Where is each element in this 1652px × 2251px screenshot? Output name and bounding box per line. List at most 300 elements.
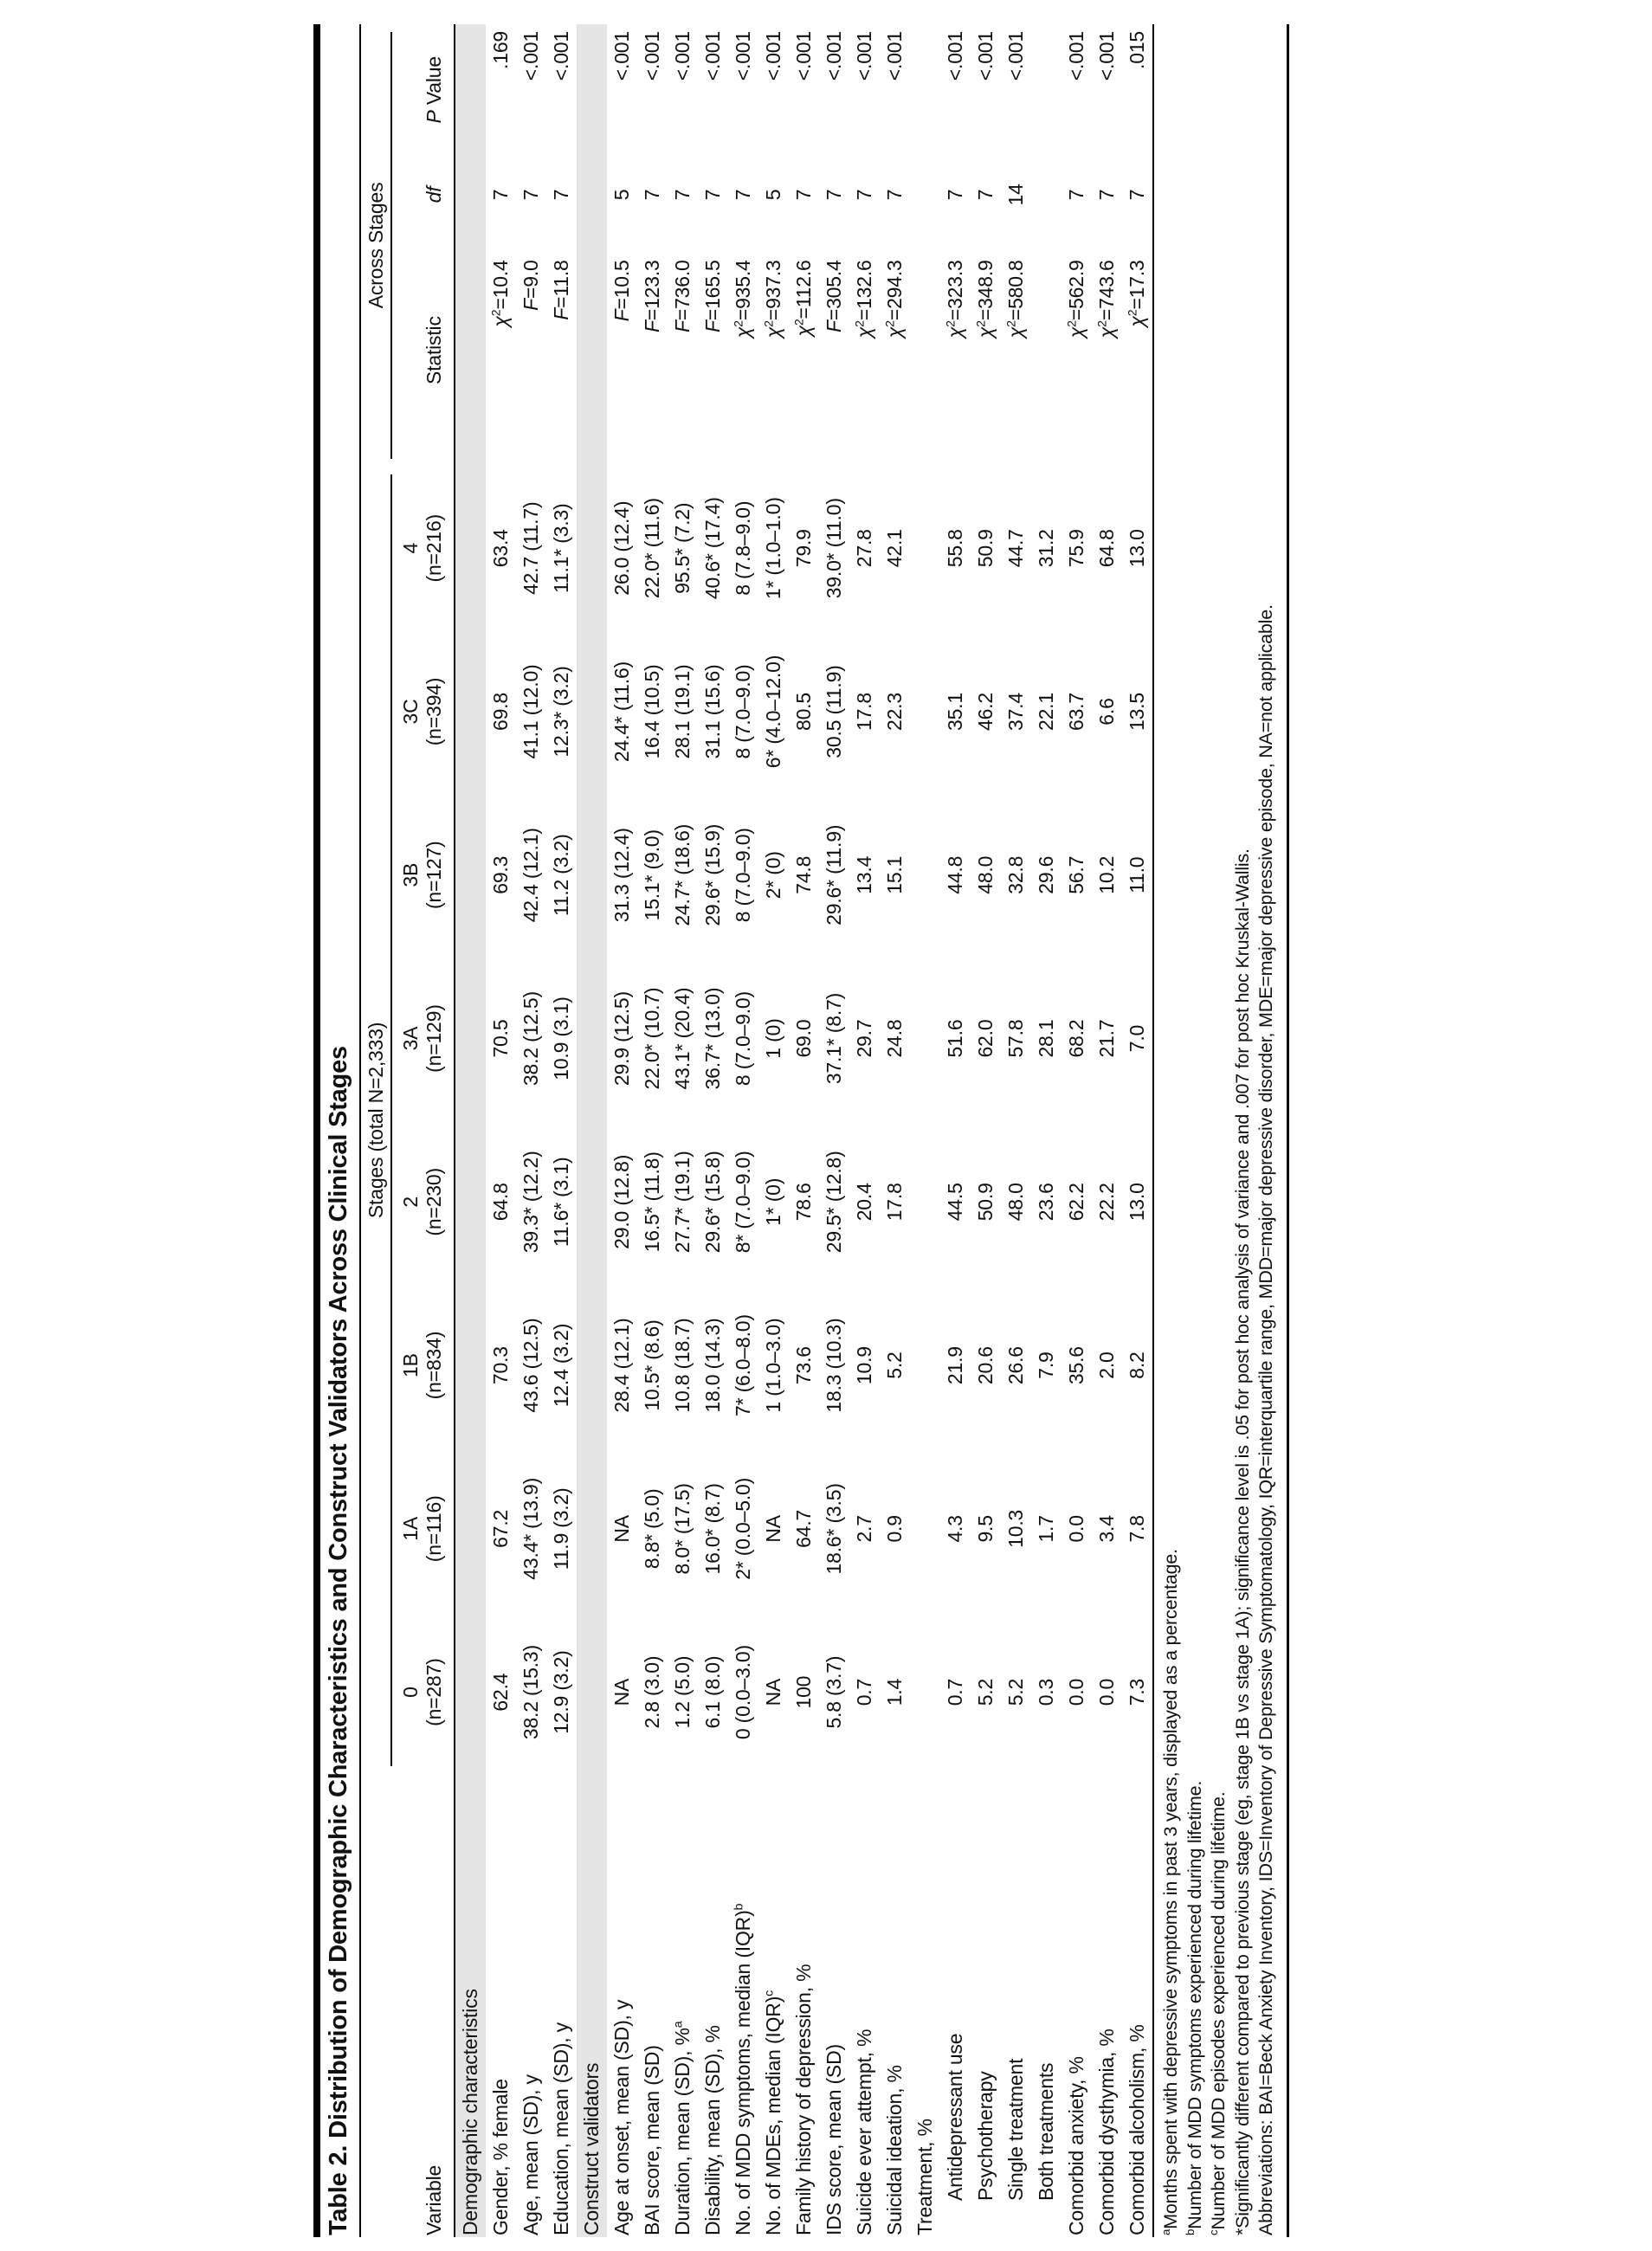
value-cell-stage-0: 0 (0.0–3.0) [732,1645,754,1740]
df-header: df [393,156,455,235]
value-cell-stage-1A: 4.3 [944,1515,966,1543]
df-cell: 7 [641,189,663,201]
df-cell: 7 [1065,189,1087,201]
value-cell-stage-4: 11.1* (3.3) [550,503,572,593]
value-cell-stage-3A: 43.1* (20.4) [671,987,694,1090]
statistic-cell: F=305.4 [823,260,845,332]
value-cell-stage-3B: 29.6 [1035,855,1057,894]
value-cell-stage-3B: 74.8 [792,855,815,894]
value-cell-stage-2: 17.8 [883,1183,906,1222]
value-cell-stage-4: 63.4 [489,529,512,568]
value-cell-stage-3C: 22.3 [883,693,906,731]
value-cell-stage-1B [910,1284,940,1448]
value-cell-stage-3C: 35.1 [944,693,966,731]
value-cell-stage-0: 7.3 [1126,1678,1148,1706]
value-cell-stage-1A: 8.8* (5.0) [641,1488,663,1570]
value-cell-stage-0: 38.2 (15.3) [519,1645,542,1740]
table-row [789,24,819,2237]
pvalue-cell: <.001 [792,31,815,81]
footnote-line: *Significantly different compared to previous stage (eg, stage 1B vs stage 1A); significance level is .05 for post hoc analysis of variance and .007 for post hoc Kruskal-Wallis. [1231,848,1253,2235]
statistic-header: Statistic [393,234,455,467]
table-row [607,24,637,2237]
row-label: Treatment, % [913,2119,936,2235]
column-header-row [393,24,455,2237]
value-cell-stage-0: 2.8 (3.0) [641,1655,663,1729]
statistic-cell: $\chi^2=743.6$ [1095,260,1118,339]
statistic-cell: $\chi^2=10.4$ [489,260,512,327]
value-cell-stage-1A: 10.3 [1004,1509,1027,1548]
statistic-cell: $\chi^2=132.6$ [853,260,875,339]
value-cell-stage-3A: 28.1 [1035,1019,1057,1058]
df-cell: 7 [550,189,572,201]
statistic-cell: F=11.8 [550,260,572,320]
df-cell [1031,156,1062,235]
table-row [728,24,758,2237]
value-cell-stage-1B: 8.2 [1126,1351,1148,1379]
value-cell-stage-3A: 29.9 (12.5) [610,991,633,1087]
pvalue-cell [910,24,940,156]
table-row [486,24,516,2237]
pvalue-cell: <.001 [823,31,845,81]
value-cell-stage-2: 23.6 [1035,1183,1057,1222]
statistic-cell: F=736.0 [671,260,694,332]
value-cell-stage-3C: 63.7 [1065,693,1087,731]
value-cell-stage-3A: 70.5 [489,1019,512,1058]
value-cell-stage-3A: 51.6 [944,1019,966,1058]
value-cell-stage-3C: 24.4* (11.6) [610,661,633,763]
value-cell-stage-3C: 17.8 [853,693,875,731]
value-cell-stage-3C: 46.2 [974,693,997,731]
value-cell-stage-1B: 1 (1.0–3.0) [762,1318,784,1413]
spanner-empty [361,1774,393,2237]
pvalue-cell: <.001 [883,31,906,81]
df-cell: 7 [489,189,512,201]
df-cell: 7 [1126,189,1148,201]
value-cell-stage-3B: 69.3 [489,855,512,894]
df-cell: 7 [792,189,815,201]
value-cell-stage-4 [910,467,940,630]
row-label: BAI score, mean (SD) [641,2045,663,2235]
row-label: Antidepressant use [944,2033,966,2201]
stage-column-header-2: 2 (n=230) [393,1120,455,1284]
table-row [546,24,577,2237]
table-row [698,24,728,2237]
value-cell-stage-1B: 20.6 [974,1346,997,1385]
value-cell-stage-3A: 36.7* (13.0) [701,987,724,1090]
statistic-cell: $\chi^2=112.6$ [792,260,815,337]
value-cell-stage-2: 1* (0) [762,1177,784,1226]
row-label: Education, mean (SD), y [550,2022,572,2235]
value-cell-stage-2: 29.5* (12.8) [823,1151,845,1254]
value-cell-stage-1A: NA [610,1515,633,1543]
pvalue-cell: <.001 [550,31,572,81]
value-cell-stage-2: 11.6* (3.1) [550,1157,572,1248]
table-row [758,24,789,2237]
table-2 [313,24,1289,2237]
table-row [849,24,880,2237]
value-cell-stage-1A: 9.5 [974,1515,997,1543]
value-cell-stage-2: 44.5 [944,1183,966,1222]
value-cell-stage-4: 8 (7.8–9.0) [732,500,754,596]
table-row [910,24,940,2237]
value-cell-stage-1A: 67.2 [489,1509,512,1548]
value-cell-stage-2: 39.3* (12.2) [519,1151,542,1254]
pvalue-cell: <.001 [1065,31,1087,81]
value-cell-stage-3B: 10.2 [1095,855,1118,894]
table-row [1001,24,1031,2237]
value-cell-stage-1B: 70.3 [489,1346,512,1385]
table-header [361,24,455,2237]
value-cell-stage-3B: 15.1 [883,855,906,894]
value-cell-stage-1B: 10.5* (8.6) [641,1319,663,1411]
stage-column-header-3C: 3C (n=394) [393,630,455,794]
value-cell-stage-3B: 32.8 [1004,855,1027,894]
value-cell-stage-3B: 8 (7.0–9.0) [732,828,754,923]
statistic-cell: F=10.5 [610,260,633,322]
table-row [940,24,971,2237]
statistic-cell: $\chi^2=17.3$ [1126,260,1148,327]
value-cell-stage-3B: 31.3 (12.4) [610,828,633,923]
value-cell-stage-3C: 41.1 (12.0) [519,664,542,759]
footnote-line: $^b$Number of MDD symptoms experienced during lifetime. [1183,1780,1205,2235]
pvalue-cell: <.001 [762,31,784,81]
value-cell-stage-4: 55.8 [944,529,966,568]
statistic-cell: $\chi^2=562.9$ [1065,260,1087,339]
value-cell-stage-1A: 2.7 [853,1515,875,1543]
value-cell-stage-0: 0.0 [1065,1678,1087,1706]
across-spanner-cell [361,24,393,467]
value-cell-stage-4: 22.0* (11.6) [641,498,663,599]
row-label: IDS score, mean (SD) [823,2044,845,2235]
value-cell-stage-3A: 22.0* (10.7) [641,987,663,1090]
value-cell-stage-1A: 7.8 [1126,1515,1148,1543]
table-row [1062,24,1092,2237]
value-cell-stage-0: 0.7 [853,1678,875,1706]
table-row [971,24,1001,2237]
value-cell-stage-1A: 0.9 [883,1515,906,1543]
df-cell: 7 [519,189,542,201]
value-cell-stage-1B: 18.3 (10.3) [823,1318,845,1413]
value-cell-stage-3A: 62.0 [974,1019,997,1058]
value-cell-stage-0: 62.4 [489,1673,512,1712]
value-cell-stage-3A: 24.8 [883,1019,906,1058]
footnote-line: Abbreviations: BAI=Beck Anxiety Inventory, IDS=Inventory of Depressive Symptomatology, IQR=interquartile range, MDD=major depressive disorder, MDE=major depressive episode, NA=not applicable. [1255,604,1276,2235]
value-cell-stage-2: 50.9 [974,1183,997,1222]
row-label: Suicide ever attempt, % [853,2028,875,2235]
value-cell-stage-2: 29.0 (12.8) [610,1154,633,1249]
value-cell-stage-1A [910,1447,940,1610]
value-cell-stage-1B: 73.6 [792,1346,815,1385]
value-cell-stage-3C: 6.6 [1095,698,1118,726]
value-cell-stage-3B: 42.4 (12.1) [519,828,542,923]
value-cell-stage-3A: 29.7 [853,1019,875,1058]
row-label: Comorbid dysthymia, % [1095,2028,1118,2235]
value-cell-stage-0: 5.2 [974,1678,997,1706]
df-cell: 14 [1004,184,1027,206]
df-cell: 7 [732,189,754,201]
value-cell-stage-2: 62.2 [1065,1183,1087,1222]
value-cell-stage-3B: 2* (0) [762,851,784,900]
df-cell: 7 [1095,189,1118,201]
value-cell-stage-4: 40.6* (17.4) [701,497,724,600]
value-cell-stage-1B: 10.9 [853,1346,875,1385]
df-cell: 5 [762,189,784,201]
table-row [1122,24,1152,2237]
value-cell-stage-0: 0.3 [1035,1678,1057,1706]
pvalue-cell: <.001 [944,31,966,81]
row-label: Family history of depression, % [792,1964,815,2235]
value-cell-stage-3A: 21.7 [1095,1019,1118,1058]
row-label: Both treatments [1035,2062,1057,2201]
statistic-cell: $\chi^2=323.3$ [944,260,966,339]
df-cell: 7 [823,189,845,201]
value-cell-stage-3C: 22.1 [1035,693,1057,731]
value-cell-stage-1A: 18.6* (3.5) [823,1483,845,1575]
statistic-cell [910,234,940,467]
value-cell-stage-0: 0.0 [1095,1678,1118,1706]
value-cell-stage-0: 5.8 (3.7) [823,1655,845,1729]
value-cell-stage-3B: 44.8 [944,855,966,894]
section-row [577,24,607,2237]
value-cell-stage-0: 12.9 (3.2) [550,1650,572,1734]
value-cell-stage-1B: 5.2 [883,1351,906,1379]
table-row [819,24,849,2237]
stage-column-header-3B: 3B (n=127) [393,793,455,957]
value-cell-stage-4: 50.9 [974,529,997,568]
value-cell-stage-4: 27.8 [853,529,875,568]
pvalue-header: P Value [393,24,455,156]
value-cell-stage-1A: 2* (0.0–5.0) [732,1477,754,1580]
value-cell-stage-0: 1.2 (5.0) [671,1655,694,1729]
value-cell-stage-2: 78.6 [792,1183,815,1222]
value-cell-stage-2: 20.4 [853,1183,875,1222]
df-cell: 7 [883,189,906,201]
value-cell-stage-1A: 64.7 [792,1509,815,1548]
table-row [516,24,546,2237]
value-cell-stage-4: 42.1 [883,529,906,568]
row-label: Demographic characteristics [455,1774,486,2237]
value-cell-stage-1B: 7* (6.0–8.0) [732,1314,754,1416]
value-cell-stage-4: 79.9 [792,529,815,568]
pvalue-cell: <.001 [732,31,754,81]
df-cell: 7 [671,189,694,201]
value-cell-stage-3A: 57.8 [1004,1019,1027,1058]
value-cell-stage-3A: 7.0 [1126,1024,1148,1053]
across-spanner: Across Stages [365,32,392,459]
section-filler [577,24,607,1774]
pvalue-cell: <.001 [641,31,663,81]
value-cell-stage-1B: 2.0 [1095,1351,1118,1379]
value-cell-stage-4: 64.8 [1095,529,1118,568]
section-row [455,24,486,2237]
row-label: Psychotherapy [974,2071,997,2201]
stages-spanner: Stages (total N=2,333) [365,474,392,1766]
table-body [455,24,1152,2237]
footnote-line: $^a$Months spent with depressive symptoms in past 3 years, displayed as a percentage. [1158,1549,1181,2235]
statistic-cell: F=165.5 [701,260,724,332]
value-cell-stage-3A [910,957,940,1120]
spanner-row [361,24,393,2237]
pvalue-cell: .169 [489,31,512,69]
row-label: Suicidal ideation, % [883,2065,906,2235]
pvalue-cell: <.001 [519,31,542,81]
stage-column-header-0: 0 (n=287) [393,1610,455,1774]
value-cell-stage-1B: 43.6 (12.5) [519,1318,542,1413]
stages-spanner-cell [361,467,393,1774]
footnote-line: $^c$Number of MDD episodes experienced during lifetime. [1206,1791,1229,2235]
value-cell-stage-3B: 13.4 [853,855,875,894]
table-row [880,24,910,2237]
value-cell-stage-0: 0.7 [944,1678,966,1706]
value-cell-stage-2 [910,1120,940,1284]
value-cell-stage-3C: 16.4 (10.5) [641,664,663,759]
pvalue-cell: <.001 [1095,31,1118,81]
table-row [1092,24,1122,2237]
df-cell: 7 [944,189,966,201]
value-cell-stage-4: 42.7 (11.7) [519,501,542,595]
value-cell-stage-4: 44.7 [1004,529,1027,568]
value-cell-stage-1A: 11.9 (3.2) [550,1487,572,1571]
statistic-cell: $\chi^2=580.8$ [1004,260,1027,339]
row-label: No. of MDD symptoms, median (IQR)$^b$ [732,1903,754,2235]
value-cell-stage-0: 5.2 [1004,1678,1027,1706]
pvalue-cell: <.001 [610,31,633,81]
value-cell-stage-3C: 31.1 (15.6) [701,664,724,759]
table-row [1031,24,1062,2237]
value-cell-stage-3C: 30.5 (11.9) [823,665,845,758]
value-cell-stage-3B [910,793,940,957]
value-cell-stage-3C: 6* (4.0–12.0) [762,655,784,769]
value-cell-stage-1A: 3.4 [1095,1515,1118,1543]
value-cell-stage-1A: 1.7 [1035,1515,1057,1543]
value-cell-stage-3B: 11.2 (3.2) [550,834,572,917]
stage-column-header-1A: 1A (n=116) [393,1447,455,1610]
value-cell-stage-3B: 24.7* (18.6) [671,823,694,926]
stage-column-header-4: 4 (n=216) [393,467,455,630]
statistic-cell: F=9.0 [519,260,542,311]
pvalue-cell: <.001 [1004,31,1027,81]
row-label: Single treatment [1004,2058,1027,2201]
table-row [637,24,668,2237]
statistic-cell [1031,234,1062,467]
value-cell-stage-3C: 37.4 [1004,693,1027,731]
value-cell-stage-4: 31.2 [1035,529,1057,568]
row-label: Disability, mean (SD), % [701,2025,724,2235]
value-cell-stage-4: 95.5* (7.2) [671,502,694,594]
value-cell-stage-4: 1* (1.0–1.0) [762,497,784,600]
row-label: Comorbid anxiety, % [1065,2056,1087,2235]
value-cell-stage-3B: 48.0 [974,855,997,894]
value-cell-stage-2: 27.7* (19.1) [671,1151,694,1254]
pvalue-cell: <.001 [853,31,875,81]
df-cell: 5 [610,189,633,201]
pvalue-cell: <.001 [701,31,724,81]
df-cell: 7 [701,189,724,201]
value-cell-stage-0: NA [610,1678,633,1706]
data-table [361,24,1152,2237]
variable-header: Variable [393,1774,455,2237]
value-cell-stage-3A: 69.0 [792,1019,815,1058]
row-label: Age, mean (SD), y [519,2074,542,2235]
statistic-cell: F=123.3 [641,260,663,332]
pvalue-cell [1031,24,1062,156]
value-cell-stage-3C: 13.5 [1126,693,1148,731]
value-cell-stage-2: 64.8 [489,1183,512,1222]
value-cell-stage-3C: 12.3* (3.2) [550,666,572,758]
value-cell-stage-3C [910,630,940,794]
value-cell-stage-4: 75.9 [1065,529,1087,568]
value-cell-stage-3B: 29.6* (15.9) [701,823,724,926]
value-cell-stage-1B: 21.9 [944,1346,966,1385]
row-label: Age at onset, mean (SD), y [610,1999,633,2235]
value-cell-stage-3A: 10.9 (3.1) [550,997,572,1080]
value-cell-stage-3A: 68.2 [1065,1019,1087,1058]
value-cell-stage-2: 13.0 [1126,1183,1148,1222]
value-cell-stage-1B: 12.4 (3.2) [550,1323,572,1408]
stage-column-header-3A: 3A (n=129) [393,957,455,1120]
value-cell-stage-1B: 10.8 (18.7) [671,1318,694,1413]
pvalue-cell: <.001 [974,31,997,81]
value-cell-stage-1B: 28.4 (12.1) [610,1318,633,1413]
value-cell-stage-1B: 26.6 [1004,1346,1027,1385]
value-cell-stage-4: 26.0 (12.4) [610,500,633,596]
table-row [668,24,698,2237]
value-cell-stage-0: NA [762,1678,784,1706]
value-cell-stage-3C: 80.5 [792,693,815,731]
value-cell-stage-1B: 7.9 [1035,1351,1057,1379]
value-cell-stage-3C: 8 (7.0–9.0) [732,664,754,759]
table-title: Table 2. Distribution of Demographic Characteristics and Construct Validators Across Clinical Stages [320,24,361,2237]
statistic-cell: $\chi^2=937.3$ [762,260,784,339]
value-cell-stage-4: 39.0* (11.0) [823,498,845,599]
value-cell-stage-1B: 35.6 [1065,1346,1087,1385]
value-cell-stage-3B: 29.6* (11.9) [823,824,845,926]
value-cell-stage-2: 22.2 [1095,1183,1118,1222]
value-cell-stage-1A: NA [762,1515,784,1543]
value-cell-stage-0: 1.4 [883,1678,906,1706]
row-label: No. of MDEs, median (IQR)$^c$ [762,1990,784,2235]
statistic-cell: $\chi^2=348.9$ [974,260,997,339]
value-cell-stage-3A: 37.1* (8.7) [823,992,845,1085]
value-cell-stage-1A: 8.0* (17.5) [671,1483,694,1575]
row-label: Gender, % female [489,2079,512,2235]
value-cell-stage-1A: 43.4* (13.9) [519,1477,542,1580]
value-cell-stage-1A: 0.0 [1065,1515,1087,1543]
value-cell-stage-0 [910,1610,940,1774]
value-cell-stage-0: 100 [792,1675,815,1709]
statistic-cell: $\chi^2=935.4$ [732,260,754,339]
row-label: Comorbid alcoholism, % [1126,2024,1148,2235]
value-cell-stage-3B: 15.1* (9.0) [641,829,663,921]
value-cell-stage-3C: 69.8 [489,693,512,731]
value-cell-stage-3A: 8 (7.0–9.0) [732,991,754,1087]
pvalue-cell: <.001 [671,31,694,81]
value-cell-stage-4: 13.0 [1126,529,1148,568]
value-cell-stage-2: 16.5* (11.8) [641,1151,663,1253]
value-cell-stage-3B: 11.0 [1126,856,1148,893]
pvalue-cell: .015 [1126,31,1148,69]
stage-column-header-1B: 1B (n=834) [393,1284,455,1448]
value-cell-stage-2: 48.0 [1004,1183,1027,1222]
section-filler [455,24,486,1774]
value-cell-stage-3A: 1 (0) [762,1018,784,1059]
df-cell: 7 [974,189,997,201]
row-label: Duration, mean (SD), %$^a$ [671,2021,694,2235]
value-cell-stage-2: 29.6* (15.8) [701,1151,724,1254]
value-cell-stage-1A: 16.0* (8.7) [701,1483,724,1575]
footnotes [1152,24,1289,2237]
statistic-cell: $\chi^2=294.3$ [883,260,906,339]
